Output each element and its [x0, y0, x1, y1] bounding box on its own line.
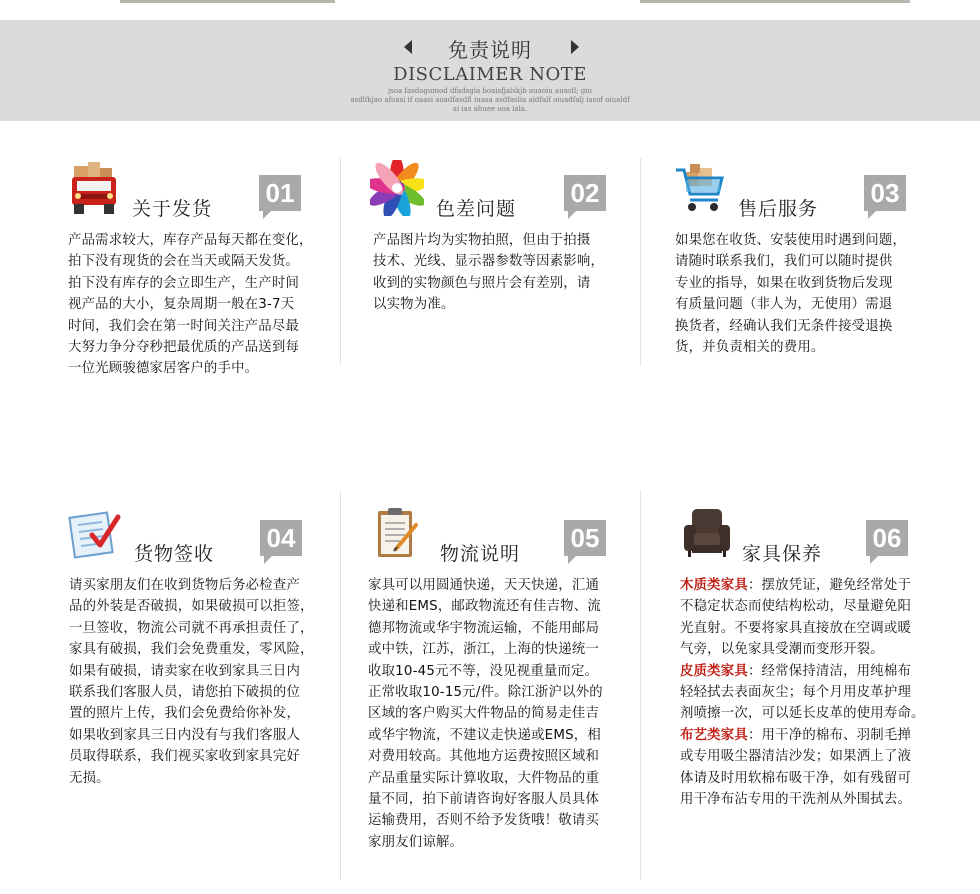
card-text-line: 家具有破损，我们会免费重发，零风险， [69, 642, 314, 658]
card-text-line: 家朋友们谅解。 [368, 834, 464, 850]
card-text-line: 运输费用，否则不给予发货哦！敬请买 [368, 813, 600, 829]
card-number-badge: 05 [564, 520, 606, 556]
banner-title-en: DISCLAIMER NOTE [393, 64, 587, 85]
care-line: 气旁，以免家具受潮而变形开裂。 [680, 642, 884, 658]
care-label-fabric: 布艺类家具 [680, 727, 748, 743]
card-header [672, 160, 962, 230]
card-text-line: 请买家朋友们在收到货物后务必检查产 [69, 578, 301, 593]
card-shipping [68, 160, 358, 380]
card-header [370, 505, 660, 575]
card-text-line: 品的外装是否破损，如果破损可以拒签， [69, 599, 314, 615]
checklist-icon [68, 505, 122, 561]
card-text-line: 产品重量实际计算收取，大件物品的重 [368, 770, 600, 786]
card-color-difference [370, 160, 660, 316]
card-text-line: 以实物为准。 [373, 297, 455, 313]
card-title: 关于发货 [132, 198, 213, 220]
card-logistics [370, 505, 660, 853]
card-number-badge: 02 [564, 175, 606, 211]
card-title: 物流说明 [440, 543, 521, 565]
card-header [680, 505, 970, 575]
card-text-line: 或华宇物流，不建议走快递或EMS，相 [368, 727, 601, 743]
card-text-line: 量不同，拍下前请咨询好客服人员具体 [368, 792, 600, 808]
card-text-line: 拍下没有现货的会在当天或隔天发货。 [68, 254, 300, 270]
card-text-line: 收取10-45元不等，没见视重量而定。 [368, 663, 599, 679]
card-text-line: 换货者，经确认我们无条件接受退换 [675, 318, 893, 334]
care-label-leather: 皮质类家具 [680, 663, 748, 679]
card-text-line: 大努力争分夺秒把最优质的产品送到每 [68, 340, 300, 356]
card-title: 售后服务 [738, 198, 819, 220]
care-label-wood: 木质类家具 [680, 578, 748, 593]
card-text-line: 产品需求较大，库存产品每天都在变化， [68, 233, 313, 248]
card-furniture-care [680, 505, 970, 810]
card-body [370, 230, 660, 316]
card-text-line: 正常收取10-15元/件。除江浙沪以外的 [368, 685, 603, 701]
card-text-line: 快递和EMS，邮政物流还有佳吉物、流 [368, 599, 601, 615]
card-text-line: 无损。 [69, 770, 110, 786]
arrow-right-icon [571, 40, 579, 54]
card-header [370, 160, 660, 230]
strip-segment [640, 0, 910, 3]
care-line: 体请及时用软棉布吸干净，如有残留可 [680, 770, 912, 786]
card-text-line: 德邦物流或华宇物流运输，不能用邮局 [368, 620, 600, 636]
care-text: ：经常保持清洁，用纯棉布 [747, 663, 912, 679]
care-line: 光直射。不要将家具直接放在空调或暖 [680, 620, 912, 636]
card-number-badge: 04 [260, 520, 302, 556]
card-text-line: 区域的客户购买大件物品的简易走佳吉 [368, 706, 600, 722]
care-line: 不稳定状态而使结构松动，尽量避免阳 [680, 599, 912, 615]
card-body [672, 230, 962, 358]
card-text-line: 置的照片上传，我们会免费给你补发， [69, 706, 301, 722]
card-number-badge: 01 [259, 175, 301, 211]
disclaimer-banner [0, 20, 980, 121]
previous-section-strip [0, 0, 980, 20]
care-line: 用干净布沾专用的干洗剂从外围拭去。 [680, 792, 912, 808]
card-text-line: 如果有破损，请卖家在收到家具三日内 [69, 663, 301, 679]
card-after-sales [672, 160, 962, 358]
card-text-line: 时间，我们会在第一时间关注产品尽最 [68, 318, 300, 334]
card-text-line: 技术、光线、显示器参数等因素影响， [373, 254, 605, 270]
card-header [68, 160, 358, 230]
card-header [68, 505, 358, 575]
card-text-line: 请随时联系我们，我们可以随时提供 [675, 254, 893, 270]
care-line: 剂喷擦一次，可以延长皮革的使用寿命。 [680, 706, 925, 722]
care-text: ：用干净的棉布、羽制毛掸 [747, 727, 912, 743]
banner-title-row [0, 34, 980, 62]
clipboard-icon [370, 505, 424, 561]
card-title: 色差问题 [436, 198, 517, 220]
card-text-line: 收到的实物颜色与照片会有差别，请 [373, 275, 591, 291]
care-line [680, 661, 970, 682]
care-line: 轻轻拭去表面灰尘；每个月用皮革护理 [680, 685, 912, 701]
card-body [68, 575, 358, 789]
card-text-line: 一位光顾骏德家居客户的手中。 [68, 361, 259, 377]
card-text-line: 产品图片均为实物拍照，但由于拍摄 [373, 233, 591, 248]
card-text-line: 拍下没有库存的会立即生产，生产时间 [68, 275, 300, 291]
card-text-line: 对费用较高。其他地方运费按照区域和 [368, 749, 600, 765]
card-text-line: 视产品的大小，复杂周期一般在3-7天 [68, 297, 295, 313]
card-title: 家具保养 [742, 543, 823, 565]
armchair-icon [680, 505, 734, 561]
color-palette-icon [370, 160, 424, 216]
care-line [680, 575, 970, 596]
card-text-line: 联系我们客服人员，请您拍下破损的位 [69, 685, 301, 701]
card-title: 货物签收 [134, 543, 215, 565]
card-number-badge: 03 [864, 175, 906, 211]
card-text-line: 货，并负责相关的费用。 [675, 340, 825, 356]
care-line: 或专用吸尘器清洁沙发；如果洒上了液 [680, 749, 912, 765]
card-text-line: 如果您在收货、安装使用时遇到问题， [675, 233, 907, 248]
card-text-line: 员取得联系，我们视买家收到家具完好 [69, 749, 301, 765]
card-receipt [68, 505, 358, 789]
banner-filler-text: ai ias ahuee ooa iala. [452, 105, 528, 113]
card-text-line: 有质量问题（非人为，无使用）需退 [675, 297, 893, 313]
banner-filler-text: asdlfkjao afoasi if oaasi aoadfasdfl iuasa asdfaslia aidfalf oiuadfalj iasof oiualdf [350, 96, 630, 104]
delivery-truck-icon [68, 160, 122, 216]
card-body [68, 230, 358, 380]
care-text: ：摆放凭证，避免经常处于 [747, 578, 912, 593]
card-text-line: 专业的指导，如果在收到货物后发现 [675, 275, 893, 291]
banner-title-cn: 免责说明 [448, 38, 532, 62]
card-number-badge: 06 [866, 520, 908, 556]
shopping-cart-icon [672, 160, 726, 216]
care-line [680, 725, 970, 746]
strip-segment [120, 0, 335, 3]
card-text-line: 家具可以用圆通快递，天天快递，汇通 [368, 578, 600, 593]
card-text-line: 或中铁，江苏，浙江，上海的快递统一 [368, 642, 600, 658]
card-text-line: 如果收到家具三日内没有与我们客服人 [69, 727, 301, 743]
banner-filler-text: jsoa fasdogumod dfadsgla boaisfjalskjb auaoiu ausofl; giu [387, 87, 592, 95]
card-body [680, 575, 970, 810]
card-text-line: 一旦签收，物流公司就不再承担责任了， [69, 620, 314, 636]
card-body [368, 575, 660, 853]
